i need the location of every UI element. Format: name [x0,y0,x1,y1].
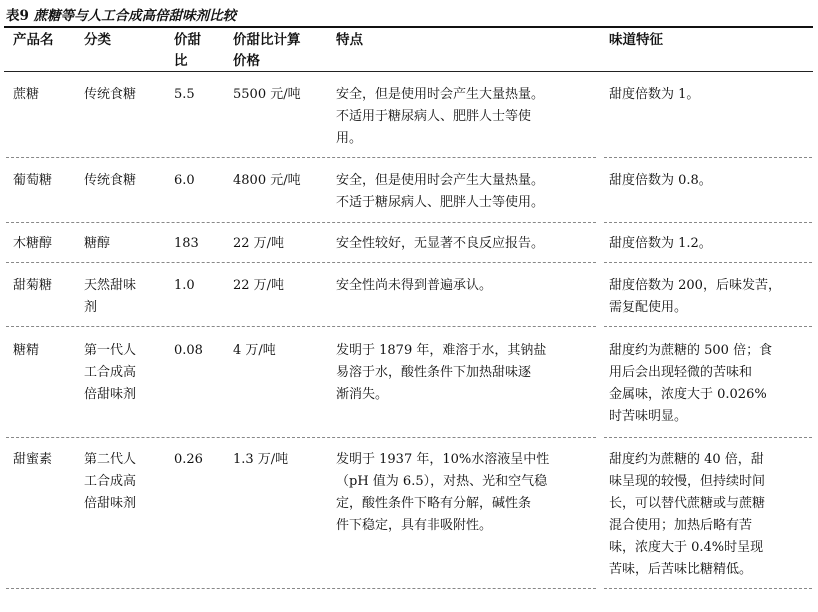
header-price: 价甜比计算 价格 [233,32,301,69]
cell-category: 天然甜味 剂 [84,278,137,315]
row-divider [604,262,812,263]
cell-taste: 甜度倍数为 200，后味发苦， 需复配使用。 [609,278,781,315]
table-title: 蔗糖等与人工合成高倍甜味剂比较 [33,8,237,24]
cell-taste: 甜度约为蔗糖的 40 倍，甜 味呈现的较慢，但持续时间 长，可以替代蔗糖或与蔗糖 混合使用；加热后略有苦 味，浓度大于 0.4%时呈现 苦味，后苦味比糖精低。 [609,452,766,577]
row-divider [604,437,812,438]
cell-sweet-ratio: 1.0 [174,278,195,293]
cell-sweet-ratio: 6.0 [174,173,195,188]
cell-taste: 甜度倍数为 1。 [609,87,700,102]
row-divider [6,157,596,158]
row-divider [604,588,812,589]
cell-features: 发明于 1937 年，10%水溶液呈中性 （pH 值为 6.5），对热、光和空气稳 定，酸性条件下略有分解，碱性条 件下稳定，具有非吸附性。 [336,452,550,533]
cell-features: 安全，但是使用时会产生大量热量。 不适于糖尿病人、肥胖人士等使用。 [336,173,545,210]
cell-name: 蔗糖 [13,87,40,102]
cell-category: 第一代人 工合成高 倍甜味剂 [84,343,137,402]
cell-price: 22 万/吨 [233,236,285,251]
header-category: 分类 [84,32,111,48]
header-taste: 味道特征 [609,32,663,48]
table-top-rule [4,26,813,28]
cell-name: 甜蜜素 [13,452,53,467]
cell-category: 第二代人 工合成高 倍甜味剂 [84,452,137,511]
header-product-name: 产品名 [13,32,54,48]
cell-sweet-ratio: 0.26 [174,452,203,467]
cell-category: 传统食糖 [84,173,137,188]
table-caption [6,4,236,24]
cell-name: 葡萄糖 [13,173,53,188]
row-divider [604,222,812,223]
header-features: 特点 [336,32,363,48]
cell-taste: 甜度倍数为 1.2。 [609,236,712,251]
row-divider [604,157,812,158]
row-divider [604,326,812,327]
cell-category: 糖醇 [84,236,111,251]
table-number: 表9 [6,8,29,24]
header-sweet-ratio: 价甜 比 [174,32,201,69]
cell-price: 4 万/吨 [233,343,276,358]
cell-sweet-ratio: 183 [174,236,199,251]
row-divider [6,222,596,223]
cell-taste: 甜度约为蔗糖的 500 倍；食 用后会出现轻微的苦味和 金属味，浓度大于 0.026% 时苦味明显。 [609,343,773,424]
cell-price: 22 万/吨 [233,278,285,293]
cell-sweet-ratio: 0.08 [174,343,203,358]
row-divider [6,588,596,589]
cell-price: 4800 元/吨 [233,173,301,188]
cell-name: 木糖醇 [13,236,53,251]
cell-name: 甜菊糖 [13,278,53,293]
row-divider [6,262,596,263]
row-divider [6,326,596,327]
cell-features: 安全，但是使用时会产生大量热量。 不适用于糖尿病人、肥胖人士等使 用。 [336,87,545,146]
cell-features: 安全性较好，无显著不良反应报告。 [336,236,545,251]
row-divider [6,437,596,438]
table-header-rule [4,71,813,72]
cell-taste: 甜度倍数为 0.8。 [609,173,712,188]
cell-features: 安全性尚未得到普遍承认。 [336,278,493,293]
cell-price: 5500 元/吨 [233,87,301,102]
cell-features: 发明于 1879 年，难溶于水，其钠盐 易溶于水，酸性条件下加热甜味逐 渐消失。 [336,343,547,402]
cell-category: 传统食糖 [84,87,137,102]
cell-price: 1.3 万/吨 [233,452,289,467]
cell-name: 糖精 [13,343,40,358]
cell-sweet-ratio: 5.5 [174,87,195,102]
